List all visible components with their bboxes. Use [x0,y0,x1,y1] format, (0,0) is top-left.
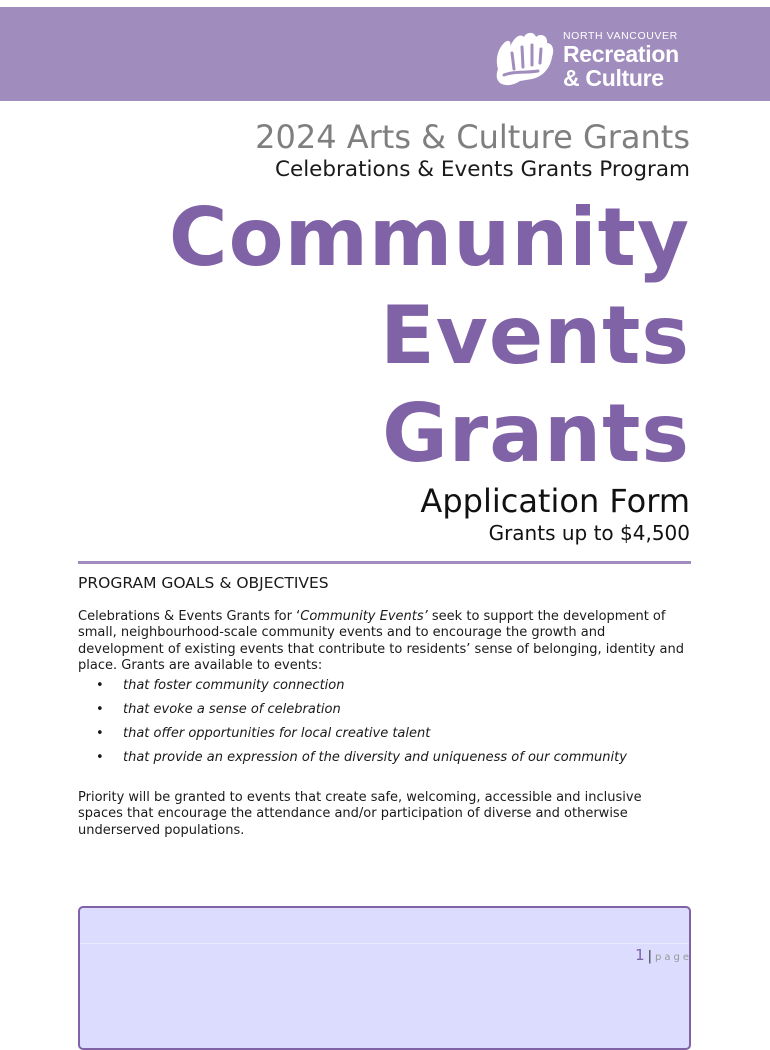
page-number-footer [635,946,692,964]
goals-intro-paragraph [78,609,688,674]
info-box [78,906,691,1050]
header-band [0,7,770,101]
list-item-text: that foster community connection [123,678,345,693]
list-item-text: that provide an expression of the diversity and uniqueness of our community [123,750,627,765]
logo-culture-text: & Culture [563,65,664,91]
bullet-icon: • [96,702,104,717]
goals-bullet-list [94,677,627,773]
section-heading: PROGRAM GOALS & OBJECTIVES [78,574,329,592]
application-form-label: Application Form [420,482,690,520]
list-item [94,749,627,773]
bullet-icon: • [96,726,104,741]
list-item [94,725,627,749]
bullet-icon: • [96,678,104,693]
list-item-text: that evoke a sense of celebration [123,702,341,717]
logo-top-text: NORTH VANCOUVER [563,30,678,42]
org-logo [492,27,702,93]
intro-text-start: Celebrations & Events Grants for ‘ [78,609,301,624]
page-separator: | [647,949,653,964]
program-name: Celebrations & Events Grants Program [274,157,690,182]
bullet-icon: • [96,750,104,765]
section-divider [78,561,691,564]
hand-logo-icon [492,29,556,91]
list-item [94,677,627,701]
intro-text-emphasis: Community Events’ [300,609,428,624]
title-line-community: Community [168,191,690,284]
box-divider [80,943,689,944]
title-line-events: Events [380,289,690,382]
grant-amount: Grants up to $4,500 [488,521,690,545]
title-line-grants: Grants [382,387,690,480]
document-subtitle: 2024 Arts & Culture Grants [255,118,690,156]
list-item-text: that offer opportunities for local creative talent [123,726,431,741]
logo-recreation-text: Recreation [563,41,679,67]
page-word: page [655,952,692,963]
priority-paragraph: Priority will be granted to events that create safe, welcoming, accessible and inclusive spaces that encourage the attendance and/or participation of diverse and otherwise underserved populations. [78,790,642,838]
list-item [94,701,627,725]
page-number: 1 [635,946,645,964]
intro-text-end: seek to support the development of small, neighbourhood-scale community events and to encourage the growth and development of existing events that contribute to residents’ sense of belonging, identity and place. Grants are available to events: [78,609,684,673]
